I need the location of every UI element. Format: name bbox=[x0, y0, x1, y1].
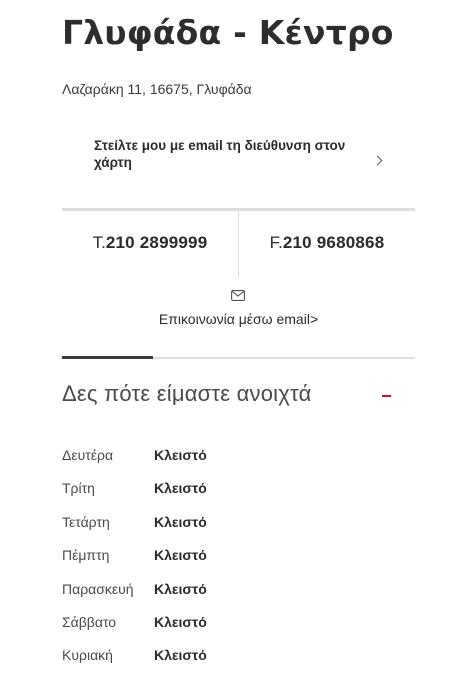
hours-row-friday bbox=[62, 580, 362, 613]
opening-hours-title: Δες πότε είμαστε ανοιχτά bbox=[62, 381, 312, 406]
fax-prefix: F. bbox=[269, 233, 283, 252]
page-title: Γλυφάδα - Κέντρο bbox=[62, 13, 394, 52]
contact-email-link[interactable]: Επικοινωνία μέσω email> bbox=[158, 311, 319, 327]
day-label: Πέμπτη bbox=[62, 547, 110, 564]
day-label: Τρίτη bbox=[62, 480, 95, 497]
email-directions-label: Στείλτε μου με email τη διεύθυνση στον χάρτη bbox=[94, 138, 346, 170]
opening-hours-list bbox=[62, 446, 362, 680]
day-label: Τετάρτη bbox=[62, 513, 110, 530]
day-status: Κλειστό bbox=[154, 647, 207, 664]
day-label: Σάββατο bbox=[62, 613, 117, 630]
hours-row-thursday bbox=[62, 546, 362, 579]
day-status: Κλειστό bbox=[154, 513, 207, 530]
phone-cell[interactable] bbox=[62, 211, 238, 277]
phone-fax-row bbox=[62, 211, 415, 277]
hours-row-monday bbox=[62, 446, 362, 479]
hours-row-saturday bbox=[62, 613, 362, 646]
envelope-icon bbox=[231, 290, 245, 301]
fax-cell bbox=[239, 211, 415, 277]
chevron-right-icon bbox=[373, 156, 383, 166]
day-status: Κλειστό bbox=[154, 580, 207, 597]
section-divider-active bbox=[62, 356, 153, 359]
day-status: Κλειστό bbox=[154, 480, 207, 497]
phone-prefix: T. bbox=[92, 233, 106, 252]
day-label: Παρασκευή bbox=[62, 580, 134, 597]
hours-row-wednesday bbox=[62, 513, 362, 546]
day-status: Κλειστό bbox=[154, 447, 207, 463]
day-label: Κυριακή bbox=[62, 647, 113, 664]
hours-row-tuesday bbox=[62, 479, 362, 512]
hours-row-sunday bbox=[62, 646, 362, 679]
store-address: Λαζαράκη 11, 16675, Γλυφάδα bbox=[62, 81, 252, 97]
day-status: Κλειστό bbox=[154, 613, 207, 630]
day-label: Δευτέρα bbox=[62, 447, 114, 463]
email-directions-link[interactable] bbox=[94, 137, 390, 177]
opening-hours-toggle[interactable] bbox=[62, 379, 392, 411]
fax-number: 210 9680868 bbox=[282, 233, 385, 252]
minus-icon[interactable] bbox=[382, 395, 391, 397]
day-status: Κλειστό bbox=[154, 547, 207, 564]
phone-number[interactable]: 210 2899999 bbox=[105, 233, 208, 252]
